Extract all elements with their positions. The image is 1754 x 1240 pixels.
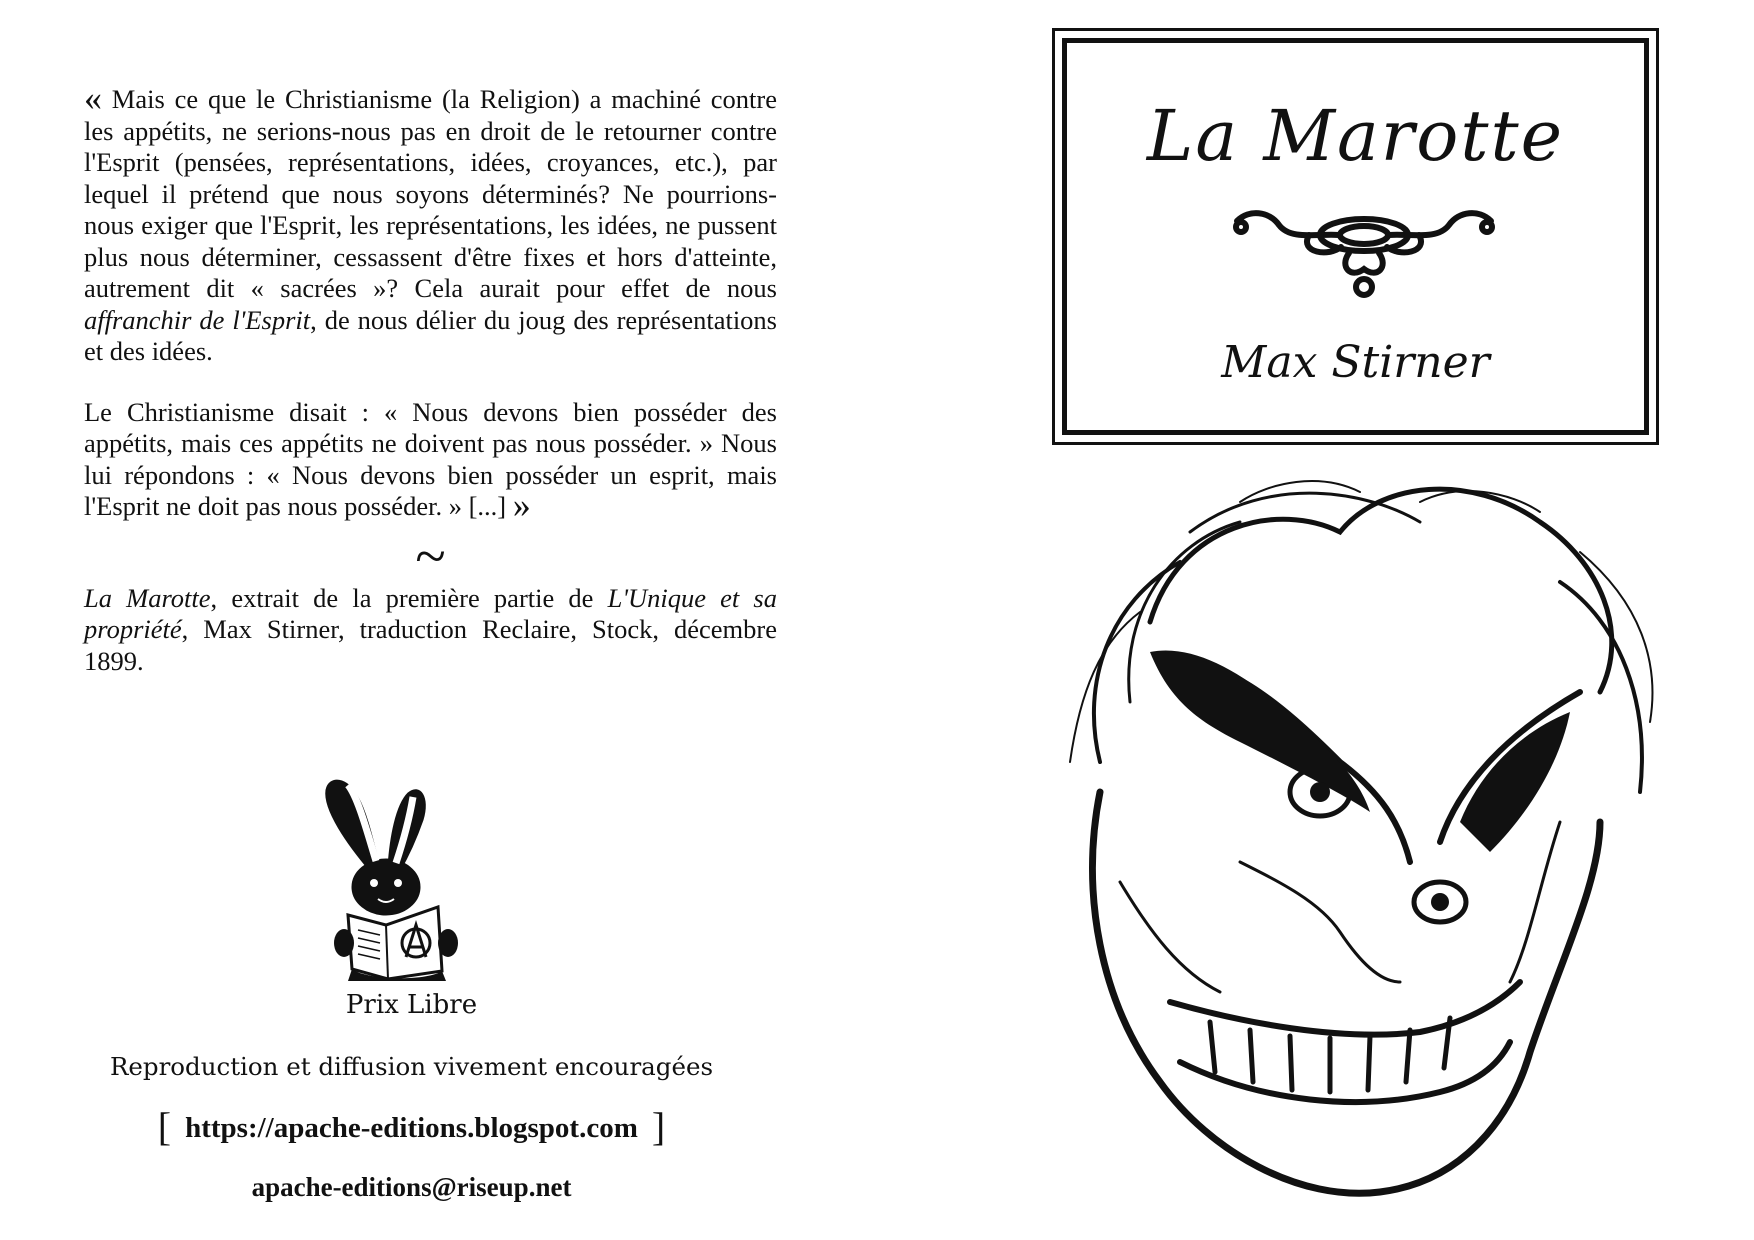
book-author: Max Stirner (1221, 337, 1490, 388)
reproduction-note: Reproduction et diffusion vivement encouragées (109, 1052, 714, 1081)
open-guillemet: « (84, 78, 102, 118)
website-line (0, 1103, 823, 1150)
reading-rabbit-logo-icon (318, 775, 478, 981)
quote-paragraph-2 (84, 397, 777, 523)
email-address[interactable]: apache-editions@riseup.net (251, 1172, 572, 1202)
quote-text-2: Le Christianisme disait : « Nous devons bien posséder des appétits, mais ces appétits ne doivent pas nous posséder. » Nous lui répondons : « Nous devons bien posséder un esprit, mais l'Esprit ne doit pas nous posséder. » [...] (84, 396, 777, 521)
cite-mid: , extrait de la première partie de (210, 582, 608, 613)
flourish-ornament-icon (1229, 203, 1499, 303)
mask-drawing-icon (1040, 462, 1670, 1232)
quote-emphasis: affranchir de l'Esprit (84, 304, 311, 335)
quote-text-1b: , de nous délier du joug des représentations et des idées. (84, 304, 777, 366)
back-cover (84, 78, 777, 677)
website-url[interactable]: https://apache-editions.blogspot.com (185, 1112, 638, 1144)
bracket-open: [ (157, 1104, 172, 1149)
book-title: La Marotte (1146, 95, 1565, 177)
quote-text-1a: Mais ce que le Christianisme (la Religion) a machiné contre les appétits, ne serions-nous pas en droit de le retourner contre l'Esprit (pensées, représentations, idées, croyances, etc.), par lequel il prétend que nous soyons déterminés? Ne pourrions-nous exiger que l'Esprit, les représentations, les idées, ne pussent plus nous déterminer, cessassent d'être fixes et hors d'atteinte, autrement dit « sacrées »? Cela aurait pour effet de nous (84, 84, 777, 303)
close-guillemet: » (512, 485, 531, 525)
cite-book: L'Unique et sa propriété (84, 582, 777, 644)
price-label: Prix Libre (345, 990, 478, 1020)
cite-end: , Max Stirner, traduction Reclaire, Stock, décembre 1899. (84, 614, 777, 676)
quote-paragraph-1 (84, 78, 777, 368)
separator: ~ (415, 525, 446, 588)
citation (84, 583, 777, 678)
title-frame (1052, 28, 1659, 445)
bracket-close: ] (651, 1104, 666, 1149)
title-frame-inner (1062, 38, 1649, 435)
cite-title: La Marotte (84, 582, 211, 613)
